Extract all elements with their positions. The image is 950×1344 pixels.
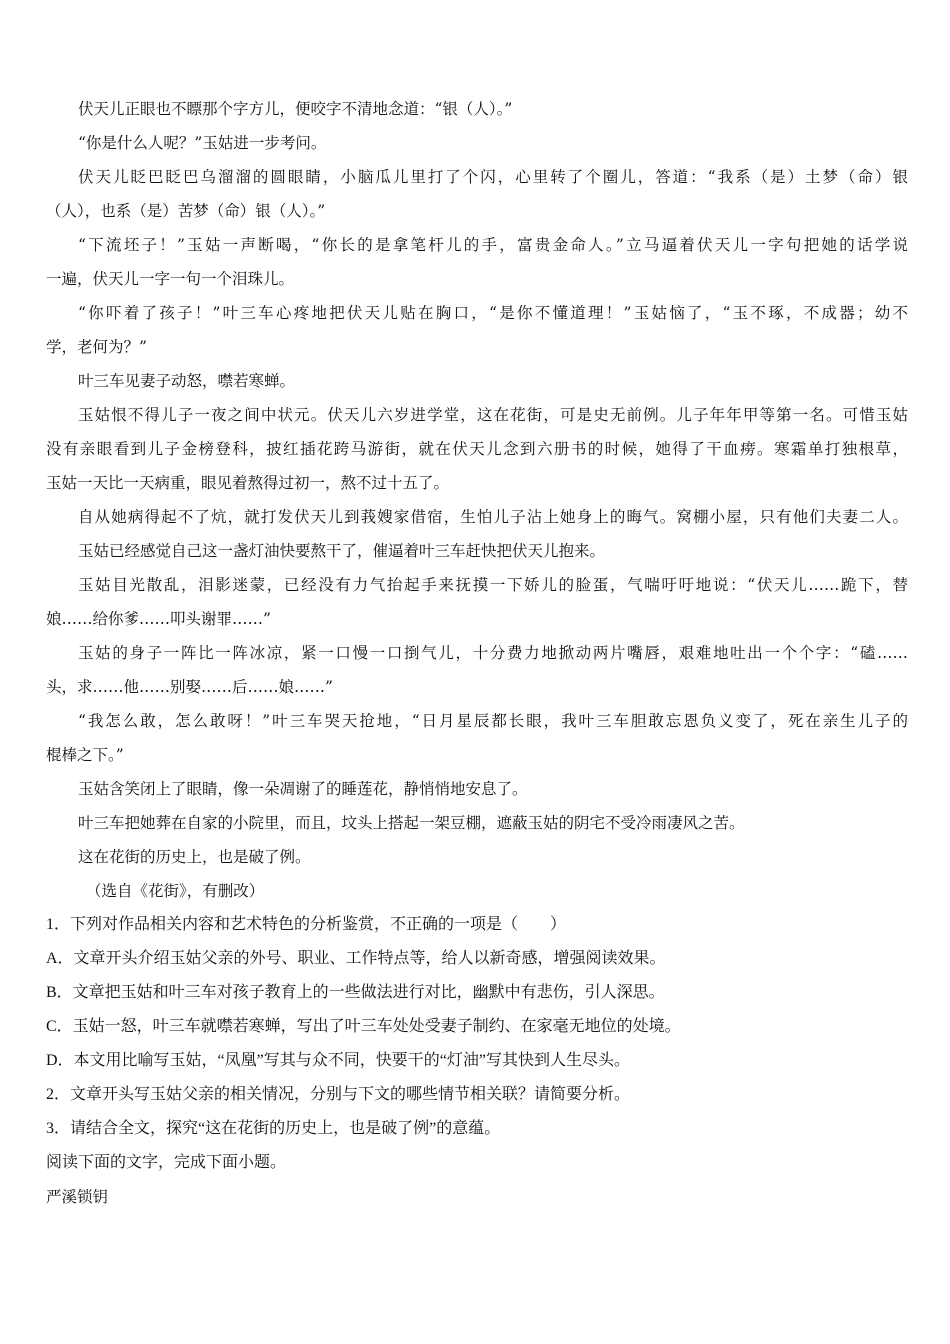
passage-line: 玉姑含笑闭上了眼睛，像一朵凋谢了的睡莲花，静悄悄地安息了。 bbox=[78, 780, 528, 798]
passage-line: 一遍，伏天儿一字一句一个泪珠儿。 bbox=[46, 270, 295, 288]
passage-line: 玉姑目光散乱，泪影迷蒙，已经没有力气抬起手来抚摸一下娇儿的脸蛋，气喘吁吁地说：“伏天儿……跪下，替 bbox=[78, 576, 908, 594]
passage-line: 玉姑恨不得儿子一夜之间中状元。伏天儿六岁进学堂，这在花街，可是史无前例。儿子年年甲等第一名。可惜玉姑 bbox=[78, 406, 908, 424]
passage-line: 伏天儿正眼也不瞟那个字方儿，便咬字不清地念道：“银（人）。” bbox=[78, 100, 513, 118]
passage-line: 玉姑的身子一阵比一阵冰凉，紧一口慢一口捯气儿，十分费力地掀动两片嘴唇，艰难地吐出一个个字：“磕…… bbox=[78, 644, 908, 662]
source-citation: （选自《花街》，有删改） bbox=[86, 882, 265, 900]
passage-line: “下流坯子！”玉姑一声断喝，“你长的是拿笔杆儿的手，富贵金命人。”立马逼着伏天儿一字句把她的话学说 bbox=[78, 236, 908, 254]
question-1-option-d: D．本文用比喻写玉姑，“凤凰”写其与众不同，快要干的“灯油”写其快到人生尽头。 bbox=[46, 1052, 630, 1069]
passage-line: 玉姑已经感觉自己这一盏灯油快要熬干了，催逼着叶三车赶快把伏天儿抱来。 bbox=[78, 542, 606, 560]
passage-line: 这在花街的历史上，也是破了例。 bbox=[78, 848, 311, 866]
question-3: 3．请结合全文，探究“这在花街的历史上，也是破了例”的意蕴。 bbox=[46, 1120, 501, 1137]
passage-line: “你吓着了孩子！”叶三车心疼地把伏天儿贴在胸口，“是你不懂道理！”玉姑恼了，“玉不琢，不成器；幼不 bbox=[78, 304, 908, 322]
passage-line: 头，求……他……别娶……后……娘……” bbox=[46, 678, 333, 696]
next-passage-title: 严溪锁钥 bbox=[46, 1188, 109, 1206]
passage-line: 叶三车把她葬在自家的小院里，而且，坟头上搭起一架豆棚，遮蔽玉姑的阴宅不受冷雨凄风之苦。 bbox=[78, 814, 745, 832]
passage-line: （人），也系（是）苦梦（命）银（人）。” bbox=[46, 202, 326, 220]
document-page bbox=[46, 92, 908, 1214]
passage-line: 叶三车见妻子动怒，噤若寒蝉。 bbox=[78, 372, 296, 390]
question-2: 2．文章开头写玉姑父亲的相关情况，分别与下文的哪些情节相关联？请简要分析。 bbox=[46, 1086, 631, 1103]
passage-line: 自从她病得起不了炕，就打发伏天儿到莪嫂家借宿，生怕儿子沾上她身上的晦气。窝棚小屋，只有他们夫妻二人。 bbox=[78, 508, 908, 526]
passage-line: 没有亲眼看到儿子金榜登科，披红插花跨马游街，就在伏天儿念到六册书的时候，她得了干血痨。寒霜单打独根草， bbox=[46, 440, 908, 458]
passage-line: 娘……给你爹……叩头谢罪……” bbox=[46, 610, 271, 628]
passage-line: “你是什么人呢？”玉姑进一步考问。 bbox=[78, 134, 327, 152]
passage-line: “我怎么敢，怎么敢呀！”叶三车哭天抢地，“日月星辰都长眼，我叶三车胆敢忘恩负义变了，死在亲生儿子的 bbox=[78, 712, 908, 730]
question-1-option-b: B．文章把玉姑和叶三车对孩子教育上的一些做法进行对比，幽默中有悲伤，引人深思。 bbox=[46, 984, 665, 1001]
question-1: 1．下列对作品相关内容和艺术特色的分析鉴赏，不正确的一项是（ ） bbox=[46, 916, 567, 933]
passage-line: 玉姑一天比一天病重，眼见着熬得过初一，熬不过十五了。 bbox=[46, 474, 450, 492]
question-1-option-a: A．文章开头介绍玉姑父亲的外号、职业、工作特点等，给人以新奇感，增强阅读效果。 bbox=[46, 950, 666, 967]
passage-line: 伏天儿眨巴眨巴乌溜溜的圆眼睛，小脑瓜儿里打了个闪，心里转了个圈儿，答道：“我系（是）土梦（命）银 bbox=[78, 168, 908, 186]
passage-line: 学，老何为？” bbox=[46, 338, 147, 356]
question-1-option-c: C．玉姑一怒，叶三车就噤若寒蝉，写出了叶三车处处受妻子制约、在家毫无地位的处境。 bbox=[46, 1018, 681, 1035]
passage-line: 棍棒之下。” bbox=[46, 746, 124, 764]
reading-instruction: 阅读下面的文字，完成下面小题。 bbox=[46, 1154, 287, 1171]
